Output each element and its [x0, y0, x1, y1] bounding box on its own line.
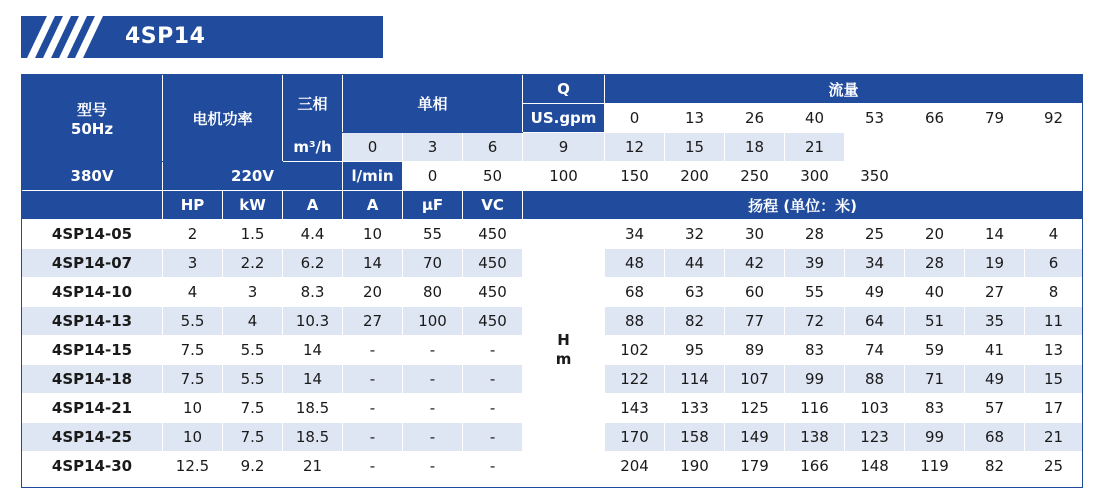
- head-value-cell: 74: [845, 336, 905, 365]
- flow-cell: 350: [845, 162, 905, 191]
- three-phase-header: 三相: [283, 75, 343, 133]
- head-value-cell: 63: [665, 278, 725, 307]
- head-value-cell: 148: [845, 452, 905, 481]
- head-value-cell: 123: [845, 423, 905, 452]
- model-cell: 4SP14-30: [22, 452, 163, 481]
- head-value-cell: 204: [605, 452, 665, 481]
- head-value-cell: 99: [785, 365, 845, 394]
- hp-cell: 2: [163, 220, 223, 249]
- capacitor-voltage-cell: -: [463, 423, 523, 452]
- frequency-label: 50Hz: [70, 119, 114, 138]
- capacitor-cell: 70: [403, 249, 463, 278]
- head-value-cell: 6: [1025, 249, 1083, 278]
- head-value-cell: 25: [1025, 452, 1083, 481]
- three-phase-current-cell: 8.3: [283, 278, 343, 307]
- head-value-cell: 20: [905, 220, 965, 249]
- flow-cell: 250: [725, 162, 785, 191]
- kw-cell: 3: [223, 278, 283, 307]
- single-phase-current-cell: 20: [343, 278, 403, 307]
- model-cell: 4SP14-07: [22, 249, 163, 278]
- kw-cell: 5.5: [223, 336, 283, 365]
- unit-a-three-phase: A: [283, 191, 343, 220]
- kw-cell: 7.5: [223, 423, 283, 452]
- capacitor-voltage-cell: 450: [463, 307, 523, 336]
- head-value-cell: 122: [605, 365, 665, 394]
- flow-cell: 150: [605, 162, 665, 191]
- spec-table: [21, 74, 1083, 481]
- head-value-cell: 82: [665, 307, 725, 336]
- head-value-cell: 89: [725, 336, 785, 365]
- flow-cell: 13: [665, 104, 725, 133]
- model-cell: 4SP14-10: [22, 278, 163, 307]
- table-row: [22, 220, 1083, 249]
- head-value-cell: 125: [725, 394, 785, 423]
- three-phase-current-cell: 18.5: [283, 394, 343, 423]
- capacitor-cell: -: [403, 452, 463, 481]
- flow-cell: 300: [785, 162, 845, 191]
- flow-cell: 50: [463, 162, 523, 191]
- head-value-cell: 13: [1025, 336, 1083, 365]
- head-unit-h: H: [557, 331, 570, 349]
- flow-cell: 9: [523, 133, 605, 162]
- flow-unit-m3h: m³/h: [283, 133, 343, 162]
- head-value-cell: 55: [785, 278, 845, 307]
- flow-cell: 66: [905, 104, 965, 133]
- spec-table-body: [22, 75, 1083, 481]
- flow-q-header: Q: [523, 75, 605, 104]
- head-value-cell: 68: [605, 278, 665, 307]
- head-value-cell: 179: [725, 452, 785, 481]
- flow-header: 流量: [605, 75, 1083, 104]
- hp-cell: 10: [163, 423, 223, 452]
- model-cell: 4SP14-25: [22, 423, 163, 452]
- unit-a-single-phase: A: [343, 191, 403, 220]
- head-value-cell: 119: [905, 452, 965, 481]
- flow-cell: 79: [965, 104, 1025, 133]
- capacitor-cell: 80: [403, 278, 463, 307]
- three-phase-current-cell: 21: [283, 452, 343, 481]
- kw-cell: 9.2: [223, 452, 283, 481]
- hp-cell: 3: [163, 249, 223, 278]
- three-phase-current-cell: 10.3: [283, 307, 343, 336]
- flow-cell: 21: [785, 133, 845, 162]
- single-phase-current-cell: -: [343, 423, 403, 452]
- flow-cell: 26: [725, 104, 785, 133]
- title-banner: [21, 16, 383, 58]
- head-value-cell: 27: [965, 278, 1025, 307]
- flow-cell: 92: [1025, 104, 1083, 133]
- head-value-cell: 28: [905, 249, 965, 278]
- three-phase-voltage: 380V: [22, 162, 163, 191]
- kw-cell: 1.5: [223, 220, 283, 249]
- single-phase-header: 单相: [343, 75, 523, 133]
- head-value-cell: 34: [605, 220, 665, 249]
- head-value-cell: 107: [725, 365, 785, 394]
- head-value-cell: 41: [965, 336, 1025, 365]
- hp-cell: 5.5: [163, 307, 223, 336]
- flow-unit-gpm: US.gpm: [523, 104, 605, 133]
- head-value-cell: 40: [905, 278, 965, 307]
- flow-row-lmin: [22, 162, 1083, 191]
- kw-cell: 2.2: [223, 249, 283, 278]
- model-header: [22, 75, 163, 162]
- flow-cell: 15: [665, 133, 725, 162]
- head-value-cell: 4: [1025, 220, 1083, 249]
- flow-cell: 0: [343, 133, 403, 162]
- model-cell: 4SP14-18: [22, 365, 163, 394]
- single-phase-current-cell: -: [343, 336, 403, 365]
- flow-cell: 0: [605, 104, 665, 133]
- stripes-decoration-icon: [21, 16, 131, 58]
- head-value-cell: 114: [665, 365, 725, 394]
- hp-cell: 10: [163, 394, 223, 423]
- head-value-cell: 39: [785, 249, 845, 278]
- head-value-cell: 88: [605, 307, 665, 336]
- head-value-cell: 14: [965, 220, 1025, 249]
- head-value-cell: 64: [845, 307, 905, 336]
- model-cell: 4SP14-15: [22, 336, 163, 365]
- flow-cell: 53: [845, 104, 905, 133]
- head-value-cell: 17: [1025, 394, 1083, 423]
- hp-cell: 7.5: [163, 365, 223, 394]
- head-value-cell: 28: [785, 220, 845, 249]
- three-phase-current-cell: 4.4: [283, 220, 343, 249]
- head-value-cell: 44: [665, 249, 725, 278]
- units-row: [22, 191, 1083, 220]
- head-value-cell: 116: [785, 394, 845, 423]
- three-phase-current-cell: 18.5: [283, 423, 343, 452]
- flow-cell: 12: [605, 133, 665, 162]
- capacitor-voltage-cell: 450: [463, 249, 523, 278]
- head-value-cell: 32: [665, 220, 725, 249]
- flow-cell: 18: [725, 133, 785, 162]
- head-value-cell: 11: [1025, 307, 1083, 336]
- head-value-cell: 133: [665, 394, 725, 423]
- capacitor-voltage-cell: -: [463, 452, 523, 481]
- head-value-cell: 19: [965, 249, 1025, 278]
- flow-unit-lmin: l/min: [343, 162, 403, 191]
- unit-uf: μF: [403, 191, 463, 220]
- unit-vc: VC: [463, 191, 523, 220]
- single-phase-current-cell: -: [343, 394, 403, 423]
- capacitor-voltage-cell: -: [463, 336, 523, 365]
- head-value-cell: 95: [665, 336, 725, 365]
- flow-cell: 100: [523, 162, 605, 191]
- head-unit-cell: [523, 220, 605, 481]
- hp-cell: 4: [163, 278, 223, 307]
- single-phase-current-cell: 10: [343, 220, 403, 249]
- head-value-cell: 149: [725, 423, 785, 452]
- three-phase-current-cell: 14: [283, 336, 343, 365]
- header-row: [22, 75, 1083, 104]
- units-blank-cell: [22, 191, 163, 220]
- kw-cell: 4: [223, 307, 283, 336]
- head-header: 扬程 (单位：米): [523, 191, 1083, 220]
- head-value-cell: 83: [905, 394, 965, 423]
- head-value-cell: 57: [965, 394, 1025, 423]
- head-value-cell: 15: [1025, 365, 1083, 394]
- head-value-cell: 60: [725, 278, 785, 307]
- head-value-cell: 71: [905, 365, 965, 394]
- motor-power-header: 电机功率: [163, 75, 283, 162]
- head-value-cell: 34: [845, 249, 905, 278]
- head-value-cell: 166: [785, 452, 845, 481]
- head-value-cell: 30: [725, 220, 785, 249]
- flow-cell: 0: [403, 162, 463, 191]
- head-value-cell: 83: [785, 336, 845, 365]
- three-phase-current-cell: 6.2: [283, 249, 343, 278]
- single-phase-current-cell: 27: [343, 307, 403, 336]
- flow-cell: 3: [403, 133, 463, 162]
- model-cell: 4SP14-05: [22, 220, 163, 249]
- head-value-cell: 42: [725, 249, 785, 278]
- capacitor-voltage-cell: 450: [463, 278, 523, 307]
- single-phase-current-cell: -: [343, 452, 403, 481]
- head-value-cell: 143: [605, 394, 665, 423]
- hp-cell: 12.5: [163, 452, 223, 481]
- capacitor-voltage-cell: 450: [463, 220, 523, 249]
- head-value-cell: 102: [605, 336, 665, 365]
- head-value-cell: 77: [725, 307, 785, 336]
- model-label: 型号: [76, 100, 107, 119]
- kw-cell: 5.5: [223, 365, 283, 394]
- flow-cell: 200: [665, 162, 725, 191]
- capacitor-cell: 100: [403, 307, 463, 336]
- head-value-cell: 35: [965, 307, 1025, 336]
- capacitor-voltage-cell: -: [463, 365, 523, 394]
- unit-hp: HP: [163, 191, 223, 220]
- head-value-cell: 82: [965, 452, 1025, 481]
- unit-kw: kW: [223, 191, 283, 220]
- head-value-cell: 72: [785, 307, 845, 336]
- head-value-cell: 103: [845, 394, 905, 423]
- head-value-cell: 49: [965, 365, 1025, 394]
- capacitor-cell: -: [403, 365, 463, 394]
- hp-cell: 7.5: [163, 336, 223, 365]
- capacitor-cell: 55: [403, 220, 463, 249]
- head-value-cell: 59: [905, 336, 965, 365]
- single-phase-voltage: 220V: [163, 162, 343, 191]
- three-phase-current-cell: 14: [283, 365, 343, 394]
- head-value-cell: 190: [665, 452, 725, 481]
- single-phase-current-cell: 14: [343, 249, 403, 278]
- head-value-cell: 138: [785, 423, 845, 452]
- head-value-cell: 49: [845, 278, 905, 307]
- capacitor-cell: -: [403, 336, 463, 365]
- capacitor-cell: -: [403, 423, 463, 452]
- kw-cell: 7.5: [223, 394, 283, 423]
- head-value-cell: 25: [845, 220, 905, 249]
- head-value-cell: 68: [965, 423, 1025, 452]
- head-value-cell: 21: [1025, 423, 1083, 452]
- model-cell: 4SP14-21: [22, 394, 163, 423]
- flow-cell: 6: [463, 133, 523, 162]
- head-value-cell: 99: [905, 423, 965, 452]
- single-phase-current-cell: -: [343, 365, 403, 394]
- head-value-cell: 170: [605, 423, 665, 452]
- page-title: 4SP14: [125, 24, 206, 49]
- capacitor-voltage-cell: -: [463, 394, 523, 423]
- capacitor-cell: -: [403, 394, 463, 423]
- head-value-cell: 51: [905, 307, 965, 336]
- head-value-cell: 8: [1025, 278, 1083, 307]
- model-cell: 4SP14-13: [22, 307, 163, 336]
- head-unit-m: m: [555, 350, 572, 368]
- head-value-cell: 158: [665, 423, 725, 452]
- head-value-cell: 48: [605, 249, 665, 278]
- head-value-cell: 88: [845, 365, 905, 394]
- flow-cell: 40: [785, 104, 845, 133]
